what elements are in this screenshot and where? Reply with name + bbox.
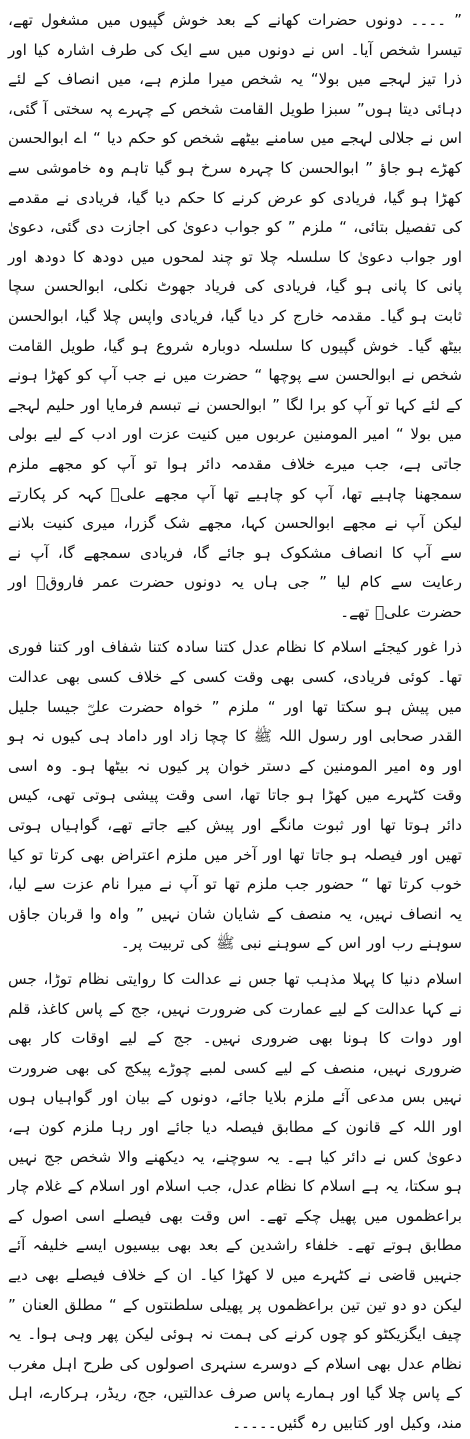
article-paragraph-3: اسلام دنیا کا پہلا مذہب تھا جس نے عدالت کا روایتی نظام توڑا، جس نے کہا عدالت کے لیے عمارت کی ضرورت نہیں، جج کے پاس کاغذ، قلم اور دوات کا ہونا بھی ضروری نہیں۔ جج کے لیے اوقات کار بھی ضروری نہیں، منصف کے لیے کسی لمبے چوڑے پیکج کی بھی ضرورت نہیں بس مدعی آئے ملزم بلایا جائے، دونوں کے بیان اور گواہیاں ہوں اور اللہ کے قانون کے مطابق فیصلہ دیا جائے اور رہا ملزم کون ہے، دعویٰ کس نے دائر کیا ہے۔ یہ سوچنے، یہ دیکھنے والا شخص جج نہیں ہو سکتا، یہ ہے اسلام کا نظام عدل، جب اسلام اور اسلام کے غلام چار براعظموں میں پھیل چکے تھے۔ اس وقت بھی فیصلے اسی اصول کے مطابق ہوتے تھے۔ خلفاء راشدین کے بعد بھی بیسیوں ایسے خلیفہ آئے جنہیں قاضی نے کٹہرے میں لا کھڑا کیا۔ ان کے خلاف فیصلے بھی دیے لیکن دو دو تین تین براعظموں پر پھیلی سلطنتوں کے “ مطلق العنان ” چیف ایگزیکٹو کو چوں کرنے کی ہمت نہ ہوئی لیکن پھر وہی ہوا۔ یہ نظام عدل بھی اسلام کے دوسرے سنہری اصولوں کی طرح اہل مغرب کے پاس چلا گیا اور ہمارے پاس صرف عدالتیں، جج، ریڈر، ہرکارے، اہل مند، وکیل اور کتابیں رہ گئیں۔۔۔۔۔ (8, 970, 462, 1432)
article-paragraph-2: ذرا غور کیجئے اسلام کا نظام عدل کتنا سادہ کتنا شفاف اور کتنا فوری تھا۔ کوئی فریادی، کسی بھی وقت کسی کے خلاف کسی بھی عدالت میں پیش ہو سکتا تھا اور “ ملزم ” خواہ حضرت علیؓ جیسا جلیل القدر صحابی اور رسول اللہ ﷺ کا چچا زاد اور داماد ہی کیوں نہ ہو اور وہ امیر المومنین کے دستر خوان پر کیوں نہ بیٹھا ہو۔ وہ اسی وقت کٹہرے میں کھڑا ہو جاتا تھا، اسی وقت پیشی ہوتی تھی، کیس دائر ہوتا تھا اور ثبوت مانگے اور پیش کیے جاتے تھے، گواہیاں ہوتی تھیں اور فیصلہ ہو جاتا تھا اور آخر میں ملزم اعتراض بھی کرتا تو کیا خوب کرتا تھا “ حضور جب ملزم تھا تو آپ نے میرا نام عزت سے لیا، یہ انصاف نہیں، یہ منصف کے شایان شان نہیں ” واہ وا قربان جاؤں سوہنے رب اور اس کے سوہنے نبی ﷺ کی تربیت پر۔ (8, 638, 462, 953)
article-paragraph-1: ” ۔۔۔۔ دونوں حضرات کھانے کے بعد خوش گپیوں میں مشغول تھے، تیسرا شخص آیا۔ اس نے دونوں میں سے ایک کی طرف اشارہ کیا اور ذرا تیز لہجے میں بولا“ یہ شخص میرا ملزم ہے، میں انصاف کے لئے دہائی دیتا ہوں” سبزا طویل القامت شخص کے چہرے پہ سختی آ گئی، اس نے جلالی لہجے میں سامنے بیٹھے شخص کو حکم دیا “ اے ابوالحسن کھڑے ہو جاؤ ” ابوالحسن کا چہرہ سرخ ہو گیا تاہم وہ خاموشی سے کھڑا ہو گیا، فریادی کو عرض کرنے کا حکم دیا گیا، فریادی نے مقدمے کی تفصیل بتائی، “ ملزم ” کو جواب دعویٰ کی اجازت دی گئی، دعویٰ اور جواب دعویٰ کا سلسلہ چلا تو چند لمحوں میں دودھ کا دودھ اور پانی کا پانی ہو گیا، فریادی کی فریاد جھوٹ نکلی، ابوالحسن سچا ثابت ہو گیا۔ مقدمہ خارج کر دیا گیا، فریادی واپس چلا گیا، ابوالحسن بیٹھ گیا۔ خوش گپیوں کا سلسلہ دوبارہ شروع ہو گیا، طویل القامت شخص نے ابوالحسن سے پوچھا “ حضرت میں نے جب آپ کو کھڑا ہونے کے لئے کہا تو آپ کو برا لگا ” ابوالحسن نے تبسم فرمایا اور حلیم لہجے میں بولا “ امیر المومنین عربوں میں کنیت عزت اور ادب کے لیے بولی جاتی ہے، جب میرے خلاف مقدمہ دائر ہوا تو آپ کو مجھے ملزم سمجھنا چاہیے تھا، آپ کو چاہیے تھا آپ مجھے علیؓ کہہ کر پکارتے لیکن آپ نے مجھے ابوالحسن کہا، مجھے شک گزرا، میری کنیت بلانے سے آپ کا انصاف مشکوک ہو جائے گا، فریادی سمجھے گا، آپ نے رعایت سے کام لیا ” جی ہاں یہ دونوں حضرت عمر فاروقؓ اور حضرت علیؓ تھے۔ (8, 11, 462, 621)
